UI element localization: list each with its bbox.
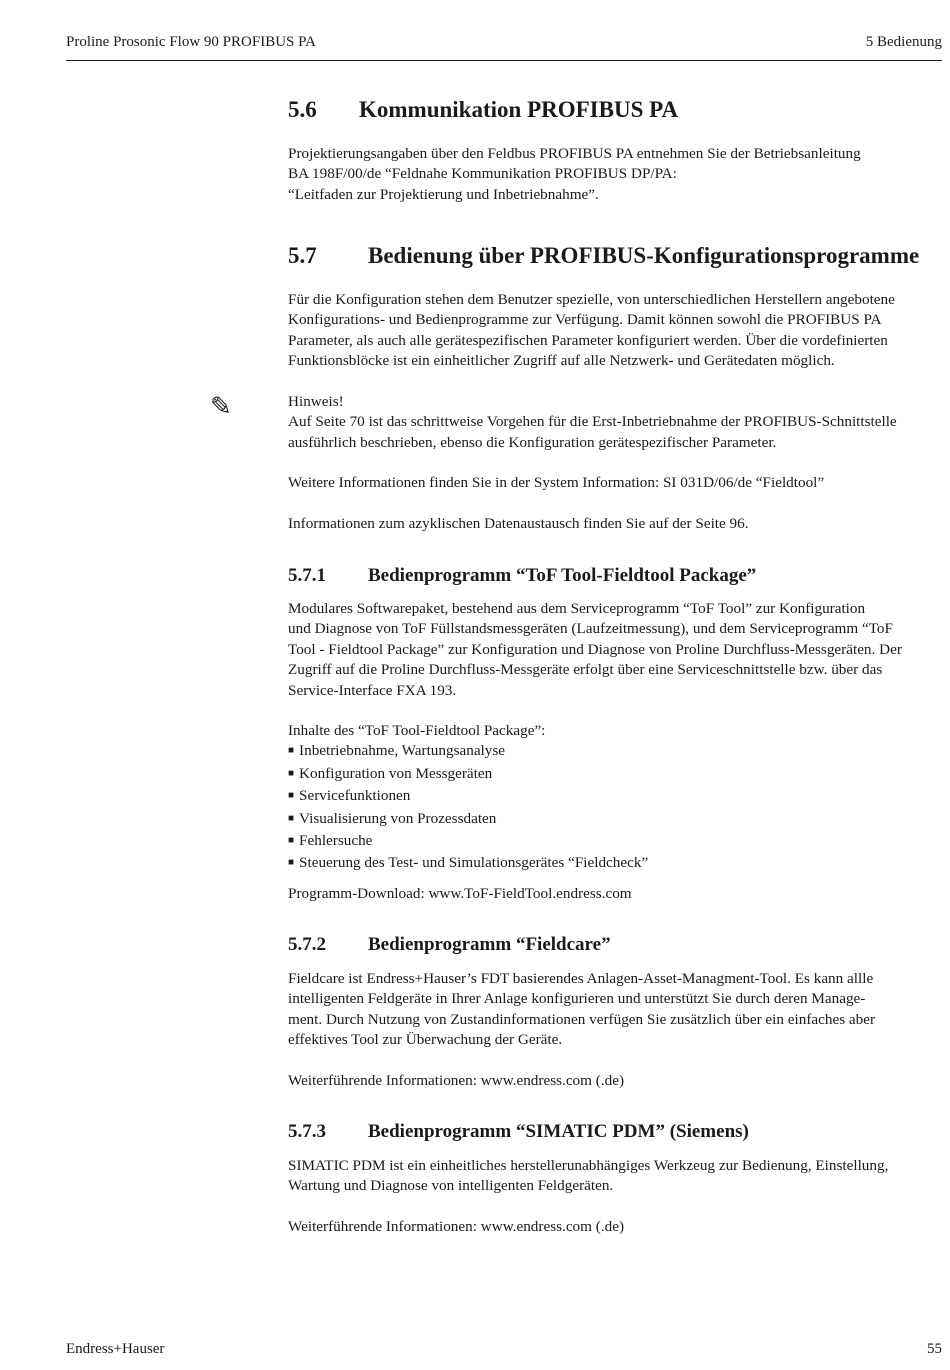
paragraph-5-7 (288, 290, 942, 372)
section-title: Bedienprogramm “ToF Tool-Fieldtool Package” (368, 565, 757, 586)
footer-company: Endress+Hauser (66, 1341, 165, 1357)
paragraph-5-7-1 (288, 599, 942, 701)
section-heading-5-7-3 (288, 1121, 749, 1143)
download-text: Programm-Download: www.ToF-FieldTool.endress.com (288, 885, 632, 902)
section-number: 5.6 (288, 97, 317, 122)
text-line: Weiterführende Informationen: www.endress.com (.de) (288, 1072, 625, 1089)
list-item: ■ Visualisierung von Prozessdaten (288, 809, 942, 831)
header-chapter: 5 Bedienung (865, 34, 942, 50)
list-item: ■ Fehlersuche (288, 831, 942, 853)
paragraph-5-7-3 (288, 1156, 942, 1197)
paragraph-5-7-2 (288, 969, 942, 1051)
text-line: Informationen zum azyklischen Datenaustausch finden Sie auf der Seite 96. (288, 515, 749, 532)
note-block (288, 392, 942, 453)
section-title: Bedienprogramm “SIMATIC PDM” (Siemens) (368, 1121, 749, 1142)
section-number: 5.7.1 (288, 565, 326, 586)
text-line: Wartung und Diagnose von intelligenten Feldgeräten. (288, 1177, 614, 1195)
text-line: Parameter, als auch alle gerätespezifischen Parameter konfiguriert werden. Über die vordefinierten (288, 331, 888, 349)
section-number: 5.7.3 (288, 1121, 326, 1142)
section-title: Bedienung über PROFIBUS-Konfigurationsprogramme (368, 243, 920, 268)
text-line: Service-Interface FXA 193. (288, 681, 457, 699)
list-item: ■ Servicefunktionen (288, 786, 942, 808)
text-line: Konfigurations- und Bedienprogramme zur Verfügung. Damit können sowohl die PROFIBUS PA (288, 311, 882, 329)
header-document-title: Proline Prosonic Flow 90 PROFIBUS PA (66, 34, 316, 50)
paragraph-info-acyclic (288, 514, 942, 534)
text-line: Fieldcare ist Endress+Hauser’s FDT basierendes Anlagen-Asset-Managment-Tool. Es kann allle (288, 970, 874, 987)
text-line: Weitere Informationen finden Sie in der System Information: SI 031D/06/de “Fieldtool” (288, 474, 825, 491)
list-item: ■ Steuerung des Test- und Simulationsgerätes “Fieldcheck” (288, 853, 942, 875)
text-line: Projektierungsangaben über den Feldbus PROFIBUS PA entnehmen Sie der Betriebsanleitung (288, 145, 861, 162)
paragraph-5-6 (288, 144, 942, 205)
paragraph-more-info-simatic (288, 1217, 942, 1237)
pencil-icon: ✎ (210, 392, 232, 422)
list-item: ■ Inbetriebnahme, Wartungsanalyse (288, 741, 942, 763)
text-line: intelligenten Feldgeräte in Ihrer Anlage konfigurieren und unterstützt Sie durch deren Manage- (288, 990, 866, 1008)
text-line: ausführlich beschrieben, ebenso die Konfiguration gerätespezifischer Parameter. (288, 433, 777, 451)
section-title: Bedienprogramm “Fieldcare” (368, 934, 611, 955)
section-heading-5-7-2 (288, 934, 611, 956)
text-line: Modulares Softwarepaket, bestehend aus dem Serviceprogramm “ToF Tool” zur Konfiguration (288, 600, 866, 617)
paragraph-info-fieldtool (288, 473, 942, 493)
note-label: Hinweis! (288, 393, 344, 410)
section-number: 5.7 (288, 243, 317, 268)
section-heading-5-6 (288, 97, 678, 123)
section-title: Kommunikation PROFIBUS PA (359, 97, 679, 122)
text-line: Auf Seite 70 ist das schrittweise Vorgehen für die Erst-Inbetriebnahme der PROFIBUS-Schnittstelle (288, 413, 897, 431)
text-line: ment. Durch Nutzung von Zustandinformationen verfügen Sie zusätzlich über ein einfaches aber (288, 1010, 876, 1028)
section-number: 5.7.2 (288, 934, 326, 955)
list-title: Inhalte des “ToF Tool-Fieldtool Package”: (288, 722, 546, 739)
tof-tool-contents (288, 721, 942, 876)
text-line: und Diagnose von ToF Füllstandsmessgeräten (Laufzeitmessung), und dem Serviceprogramm “ToF (288, 620, 893, 638)
list-item: ■ Konfiguration von Messgeräten (288, 764, 942, 786)
page-number: 55 (927, 1341, 942, 1357)
text-line: Funktionsblöcke ist ein einheitlicher Zugriff auf alle Netzwerk- und Gerätedaten möglich. (288, 352, 835, 370)
section-heading-5-7 (288, 243, 919, 269)
page-header (66, 32, 942, 61)
text-line: “Leitfaden zur Projektierung und Inbetriebnahme”. (288, 185, 599, 203)
text-line: SIMATIC PDM ist ein einheitliches herstellerunabhängiges Werkzeug zur Bedienung, Einstellung, (288, 1157, 889, 1174)
paragraph-download (288, 884, 942, 904)
text-line: Tool - Fieldtool Package” zur Konfiguration und Diagnose von Proline Durchfluss-Messgeräten. Der (288, 640, 902, 658)
text-line: Zugriff auf die Proline Durchfluss-Messgeräte erfolgt über eine Serviceschnittstelle bzw. über das (288, 661, 883, 679)
text-line: Für die Konfiguration stehen dem Benutzer spezielle, von unterschiedlichen Herstellern angebotene (288, 291, 895, 308)
paragraph-more-info-fieldcare (288, 1071, 942, 1091)
text-line: BA 198F/00/de “Feldnahe Kommunikation PROFIBUS DP/PA: (288, 165, 677, 183)
text-line: effektives Tool zur Überwachung der Geräte. (288, 1031, 563, 1049)
section-heading-5-7-1 (288, 565, 756, 587)
text-line: Weiterführende Informationen: www.endress.com (.de) (288, 1218, 625, 1235)
